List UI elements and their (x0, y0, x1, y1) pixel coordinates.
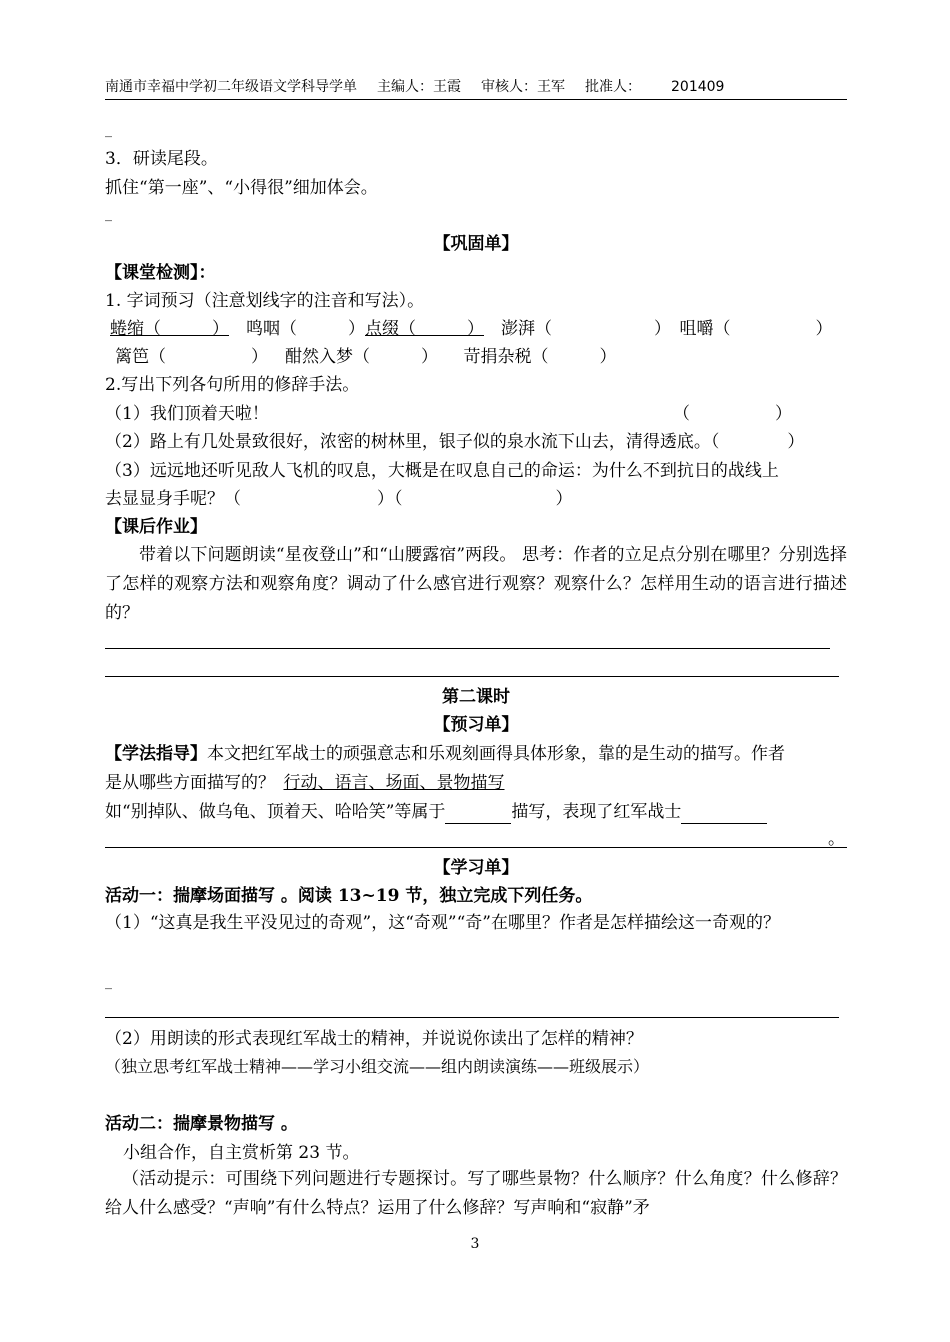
example-end: 。 (828, 829, 845, 849)
activity-1-note: （独立思考红军战士精神——学习小组交流——组内朗读演练——班级展示） (105, 1057, 650, 1076)
answer-line (105, 648, 830, 649)
fill-blank[interactable] (681, 801, 767, 824)
check-title: 【课堂检测】： (105, 263, 216, 283)
page-header (105, 76, 847, 100)
homework-text: 带着以下问题朗读“星夜登山”和“山腰露宿”两段。 思考：作者的立足点分别在哪里？分别选择了怎样的观察方法和观察角度？调动了什么感官进行观察？观察什么？怎样用生动的语言进行描述的？ (105, 545, 847, 623)
example-pre: 如“别掉队、做乌龟、顶着天、哈哈笑”等属于 (105, 802, 446, 822)
answer-line (105, 1017, 839, 1018)
blank-mark: _ (105, 122, 112, 138)
preview-title: 【预习单】 (433, 715, 519, 735)
method-line-2 (105, 772, 505, 794)
school-title: 南通市幸福中学初二年级语文学科导学单 (105, 79, 357, 95)
date: 201409 (671, 79, 725, 95)
answer-line (105, 676, 839, 677)
word-item: 点缀（ ） (365, 319, 484, 339)
question-1: 1. 字词预习（注意划线字的注音和写法）。 (105, 291, 425, 311)
method-text: 本文把红军战士的顽强意志和乐观刻画得具体形象，靠的是生动的描写。作者 (207, 744, 785, 764)
word-item: 鸣咽（ ） (246, 319, 365, 339)
study-title: 【学习单】 (433, 858, 519, 878)
question-2-2: （2）路上有几处景致很好，浓密的树林里，银子似的泉水流下山去，清得透底。（ ） (105, 432, 805, 452)
blank-mark: _ (105, 974, 112, 990)
homework-title: 【课后作业】 (105, 517, 207, 537)
item3-text: 抓住“第一座”、“小得很”细加体会。 (105, 178, 378, 198)
activity-2-title: 活动二：揣摩景物描写 。 (105, 1114, 298, 1134)
answer-paren: （ ） (673, 404, 792, 424)
word-item: 酣然入梦（ ） (285, 347, 438, 367)
item3-title: 3．研读尾段。 (105, 149, 218, 169)
lesson2-title: 第二课时 (442, 687, 510, 707)
question-2-3-line1: （3）远远地还听见敌人飞机的叹息，大概是在叹息自己的命运：为什么不到抗日的战线上 (105, 461, 779, 481)
question-2-1: （1）我们顶着天啦！ (105, 404, 269, 424)
method-answer: 行动、语言、场面、景物描写 (283, 773, 505, 793)
method-line-1 (105, 743, 785, 765)
method-label: 【学法指导】 (105, 744, 207, 764)
approver: 批准人： (585, 79, 641, 95)
activity-1-question-2: （2）用朗读的形式表现红军战士的精神，并说说你读出了怎样的精神？ (105, 1029, 643, 1049)
word-row-2 (115, 346, 617, 368)
activity-2-hint: （活动提示：可围绕下列问题进行专题探讨。写了哪些景物？什么顺序？什么角度？什么修辞？给人什么感受？“声响”有什么特点？运用了什么修辞？写声响和“寂静”矛 (105, 1169, 847, 1218)
word-item: 澎湃（ ） (501, 319, 671, 339)
example-line (105, 801, 767, 824)
editor: 主编人：王霞 (377, 79, 461, 95)
page-number: 3 (470, 1236, 480, 1252)
example-mid: 描写，表现了红军战士 (511, 802, 682, 822)
activity-1-title: 活动一：揣摩场面描写 。阅读 13~19 节，独立完成下列任务。 (105, 886, 593, 906)
question-2: 2.写出下列各句所用的修辞手法。 (105, 375, 360, 395)
question-2-3-line2: 去显显身手呢？（ ）（ ） (105, 489, 573, 509)
word-item: 篱笆（ ） (115, 347, 268, 367)
word-item: 蜷缩（ ） (110, 319, 229, 339)
word-row-1 (110, 318, 833, 340)
word-item: 咀嚼（ ） (679, 319, 833, 339)
fill-blank[interactable] (445, 801, 511, 824)
word-item: 苛捐杂税（ ） (463, 347, 617, 367)
activity-2-text: 小组合作，自主赏析第 23 节。 (123, 1143, 360, 1163)
consolidate-title: 【巩固单】 (433, 234, 519, 254)
activity-1-question-1: （1）“这真是我生平没见过的奇观”，这“奇观”“奇”在哪里？作者是怎样描绘这一奇观的？ (105, 913, 780, 933)
reviewer: 审核人：王军 (481, 79, 565, 95)
method-text-2: 是从哪些方面描写的？ (105, 773, 275, 793)
blank-mark: _ (105, 206, 112, 222)
answer-line (105, 847, 847, 848)
